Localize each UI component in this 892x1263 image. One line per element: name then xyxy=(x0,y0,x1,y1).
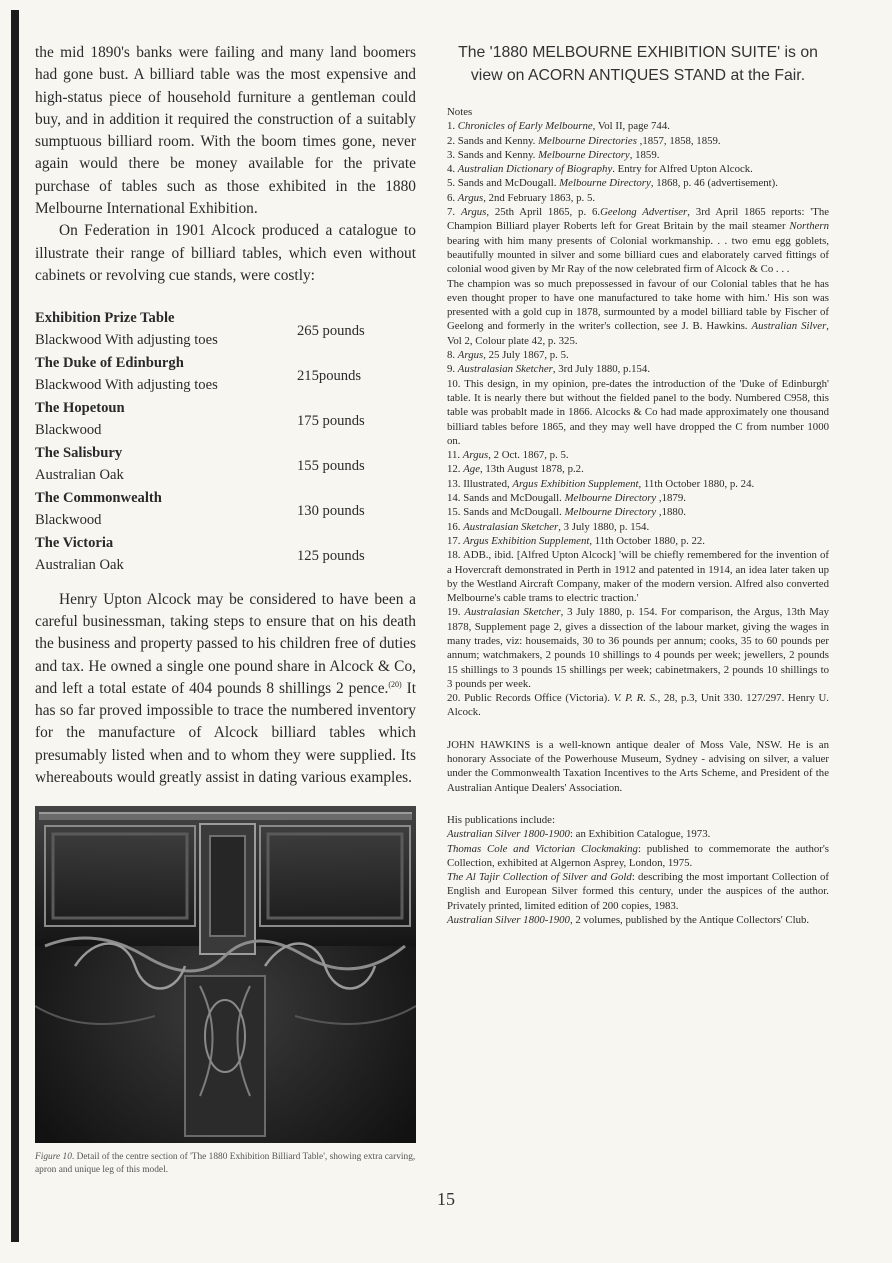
price-row xyxy=(35,307,416,352)
note-text: 16. xyxy=(447,520,464,533)
note-item xyxy=(447,605,829,691)
exhibition-announcement: The '1880 MELBOURNE EXHIBITION SUITE' is on view on ACORN ANTIQUES STAND at the Fair. xyxy=(458,44,818,84)
note-item xyxy=(447,162,829,176)
body-paragraph-businessman xyxy=(35,589,416,790)
note-item xyxy=(447,148,829,162)
note-title: Australian Dictionary of Biography xyxy=(457,163,613,176)
note-text: 1. xyxy=(447,120,458,133)
note-title: Melbourne Directories xyxy=(538,134,637,147)
note-text: 19. xyxy=(447,606,465,619)
note-text: , 2 Oct. 1867, p. 5. xyxy=(488,449,569,462)
right-column xyxy=(447,42,829,927)
note-text: 14. Sands and McDougall. xyxy=(447,492,565,505)
note-title: Argus xyxy=(460,206,487,219)
note-text: , 2nd February 1863, p. 5. xyxy=(483,191,596,204)
note-item xyxy=(447,462,829,476)
price-row xyxy=(35,487,416,532)
note-text: 20. Public Records Office (Victoria). xyxy=(447,692,614,705)
note-title: Australasian Sketcher xyxy=(464,606,561,619)
paragraph-text: It has so far proved impossible to trace the numbered inventory for the manufacture of Alcock billiard tables which presumably listed when and to whom they were supplied. Its whereabouts would greatly assist in dating various examples. xyxy=(35,679,416,786)
note-text: , 1859. xyxy=(629,148,660,161)
page-number: 15 xyxy=(437,1189,455,1209)
note-text: , 3rd July 1880, p.154. xyxy=(552,363,651,376)
table-price: 130 pounds xyxy=(297,502,365,519)
note-item xyxy=(447,277,829,348)
note-item xyxy=(447,191,829,205)
note-text: , 3rd April 1865 reports: 'The Champion Billiard player Roberts left for Great Britain by the mail steamer xyxy=(447,206,830,233)
paragraph-text: Henry Upton Alcock may be considered to have been a careful businessman, taking steps to ensure that on his death the business and property passed to his children free of duties and tax. He owned a single one pound share in Alcock & Co, and left a total estate of 404 pounds 8 shillings 2 pence. xyxy=(35,590,416,697)
table-model-name: The Victoria xyxy=(35,534,114,551)
table-model-name: Exhibition Prize Table xyxy=(35,310,175,327)
table-price: 125 pounds xyxy=(297,547,365,564)
note-item xyxy=(447,119,829,133)
publication-item xyxy=(447,842,829,871)
publication-title: Australian Silver 1800-1900 xyxy=(447,828,570,841)
note-item xyxy=(447,534,829,548)
note-text: , 25 July 1867, p. 5. xyxy=(483,349,569,362)
note-text: 18. ADB., ibid. [Alfred Upton Alcock] 'will be chiefly remembered for the invention of a Hovercraft demonstrated in Perth in 1912 and patented in 1914, an idea later taken up by the Westland Aircraft Company, maker of the modern version. Alfred also converted Melbourne's cable trams to electric traction.' xyxy=(447,549,829,605)
figure-caption xyxy=(35,1151,416,1177)
note-text: , 13th August 1878, p.2. xyxy=(480,463,584,476)
note-title: Age xyxy=(463,463,480,476)
note-title: V. P. R. S. xyxy=(613,692,658,705)
note-item xyxy=(447,520,829,534)
note-text: 3. Sands and Kenny. xyxy=(447,148,539,161)
note-text: ,1880. xyxy=(656,506,686,519)
table-wood: Australian Oak xyxy=(35,556,124,573)
note-title: Melbourne Directory xyxy=(564,506,657,519)
table-wood: Blackwood With adjusting toes xyxy=(35,377,218,394)
note-title: Chronicles of Early Melbourne xyxy=(457,120,593,133)
notes-list xyxy=(447,119,829,719)
publication-text: : describing the most important Collection of English and European Silver formed this century, under the auspices of the author. Privately printed, limited edition of 200 copies, 1983. xyxy=(447,871,829,912)
table-wood: Blackwood With adjusting toes xyxy=(35,332,218,349)
caption-text: . Detail of the centre section of 'The 1880 Exhibition Billiard Table', showing extra carving, apron and unique leg of this model. xyxy=(35,1152,416,1175)
table-model-name: The Hopetoun xyxy=(35,400,125,417)
note-text: The champion was so much prepossessed in favour of our Colonial tables that he has even thought proper to have one manufactured to take home with him.' His son was presented with a gold cup in 1878, surmounted by a model billiard table by Fischer of Geelong and formerly in the writer's collection, see J. B. Hawkins. xyxy=(447,277,829,333)
note-text: 13. Illustrated, xyxy=(447,477,513,490)
note-item xyxy=(447,477,829,491)
table-wood: Blackwood xyxy=(35,422,102,439)
note-text: 17. xyxy=(447,534,464,547)
binding-edge xyxy=(11,10,19,1242)
publication-text: : an Exhibition Catalogue, 1973. xyxy=(569,828,711,841)
note-text: 10. This design, in my opinion, pre-dates the introduction of the 'Duke of Edinburgh' table. It is nearly there but without the fielded panel to the body. Numbered C958, this table was probablt made in 1866. Alcocks & Co had made approximately one thousand billiard tables before 1865, and they may well have dropped the C from number 1000 on. xyxy=(447,377,829,447)
note-item xyxy=(447,176,829,190)
body-paragraph-federation: On Federation in 1901 Alcock produced a catalogue to illustrate their range of billiard tables, which even without cabinets or revolving cue stands, were costly: xyxy=(35,222,416,284)
note-title: Argus Exhibition Supplement xyxy=(463,534,590,547)
note-text: 2. Sands and Kenny. xyxy=(447,134,539,147)
note-text: , 3 July 1880, p. 154. xyxy=(558,520,650,533)
price-row xyxy=(35,352,416,397)
note-title: Australian Silver xyxy=(751,320,827,333)
note-text: 12. xyxy=(447,463,464,476)
note-text: , 11th October 1880, p. 24. xyxy=(638,477,755,490)
note-item xyxy=(447,134,829,148)
note-item xyxy=(447,491,829,505)
note-text: ,1879. xyxy=(656,492,686,505)
footnote-reference: (20) xyxy=(388,679,402,689)
table-model-name: The Commonwealth xyxy=(35,489,162,506)
price-list xyxy=(35,307,416,576)
note-title: Melbourne Directory xyxy=(538,148,630,161)
note-title: Geelong Advertiser xyxy=(600,206,688,219)
note-item xyxy=(447,505,829,519)
note-text: , 28, p.3, Unit 330. 127/297. Henry U. Alcock. xyxy=(447,692,829,719)
note-text: 15. Sands and McDougall. xyxy=(447,506,565,519)
body-paragraph-boom: the mid 1890's banks were failing and many land boomers had gone bust. A billiard table was the most expensive and high-status piece of household furniture a gentleman could buy, and in addition it required the construction of a suitably sumptuous billiard room. With the boom times gone, never again would there be money available for the private purchase of tables such as those exhibited in the 1880 Melbourne International Exhibition. xyxy=(35,44,416,218)
publication-title: The Al Tajir Collection of Silver and Gold xyxy=(447,871,632,884)
note-text: , Vol 2, Colour plate 42, p. 325. xyxy=(447,320,829,347)
note-text: bearing with him many presents of Colonial workmanship. . . two emu egg goblets, beautifully mounted in silver and some billiard cues and elaborately carved fittings of colonial wood given by Mr Ray of the now celebrated firm of Alcock & Co . . . xyxy=(447,234,829,276)
table-wood: Blackwood xyxy=(35,511,102,528)
author-bio: JOHN HAWKINS is a well-known antique dealer of Moss Vale, NSW. He is an honorary Associate of the Powerhouse Museum, Sydney - advising on silver, a valuer under the Commonwealth Taxation Incentives to the Arts Scheme, and President of the Australian Antique Dealers' Association. xyxy=(447,738,829,794)
notes-heading: Notes xyxy=(447,106,473,118)
note-text: , 25th April 1865, p. 6. xyxy=(486,206,601,219)
note-text: 5. Sands and McDougall. xyxy=(447,177,560,190)
publication-title: Australian Silver 1800-1900 xyxy=(447,914,570,927)
note-text: 8. xyxy=(447,349,458,362)
table-model-name: The Salisbury xyxy=(35,444,123,461)
publication-item xyxy=(447,827,829,841)
billiard-table-photo xyxy=(35,806,416,1143)
note-item xyxy=(447,205,829,276)
note-title: Northern xyxy=(789,220,829,233)
note-title: Argus xyxy=(462,449,489,462)
note-text: 4. xyxy=(447,163,458,176)
note-item xyxy=(447,348,829,362)
table-price: 265 pounds xyxy=(297,323,365,340)
note-title: Melbourne Directory xyxy=(559,177,651,190)
note-text: . Entry for Alfred Upton Alcock. xyxy=(612,163,753,176)
note-text: 6. xyxy=(447,191,458,204)
publication-title: Thomas Cole and Victorian Clockmaking xyxy=(447,842,638,855)
note-item xyxy=(447,362,829,376)
note-title: Melbourne Directory xyxy=(564,492,657,505)
note-text: , 1868, p. 46 (advertisement). xyxy=(650,177,778,190)
note-text: , 11th October 1880, p. 22. xyxy=(589,534,706,547)
note-item xyxy=(447,377,829,448)
note-text: 11. xyxy=(447,449,463,462)
note-title: Australasian Sketcher xyxy=(457,363,553,376)
note-text: , 3 July 1880, p. 154. For comparison, the Argus, 13th May 1878, Supplement page 2, gives a dissection of the labour market, giving the wages in many trades, viz: housemaids, 30 to 36 pounds per annum; cooks, 35 to 60 pounds per annum; watchmakers, 2 pounds 10 shillings to 4 pounds per week; jewellers, 2 pounds 15 shillings to 3 pounds 15 shillings per week; cabinetmakers, 2 pounds 10 shillings to 3 pounds per week. xyxy=(447,606,829,690)
left-column xyxy=(35,42,416,789)
note-item xyxy=(447,691,829,720)
note-title: Argus xyxy=(457,349,484,362)
figure-label: Figure 10 xyxy=(35,1152,72,1162)
note-title: Australasian Sketcher xyxy=(463,520,559,533)
price-row xyxy=(35,442,416,487)
publication-item xyxy=(447,913,829,927)
carved-detail-image xyxy=(35,806,416,1143)
table-model-name: The Duke of Edinburgh xyxy=(35,355,184,372)
note-text: , Vol II, page 744. xyxy=(592,120,670,133)
table-price: 175 pounds xyxy=(297,413,365,430)
note-item xyxy=(447,548,829,605)
table-price: 215pounds xyxy=(297,368,362,385)
note-text: 7. xyxy=(447,206,461,219)
note-text: 9. xyxy=(447,363,458,376)
price-row xyxy=(35,397,416,442)
note-title: Argus Exhibition Supplement xyxy=(512,477,639,490)
publication-text: : published to commemorate the author's Collection, exhibited at Algernon Asprey, London, 1975. xyxy=(447,842,829,869)
publication-item xyxy=(447,870,829,913)
note-text: ,1857, 1858, 1859. xyxy=(636,134,721,147)
note-item xyxy=(447,448,829,462)
price-row xyxy=(35,532,416,577)
publications-heading: His publications include: xyxy=(447,813,555,826)
table-price: 155 pounds xyxy=(297,457,365,474)
table-wood: Australian Oak xyxy=(35,466,124,483)
publications-list xyxy=(447,827,829,927)
note-title: Argus xyxy=(457,191,484,204)
publication-text: , 2 volumes, published by the Antique Collectors' Club. xyxy=(569,914,810,927)
